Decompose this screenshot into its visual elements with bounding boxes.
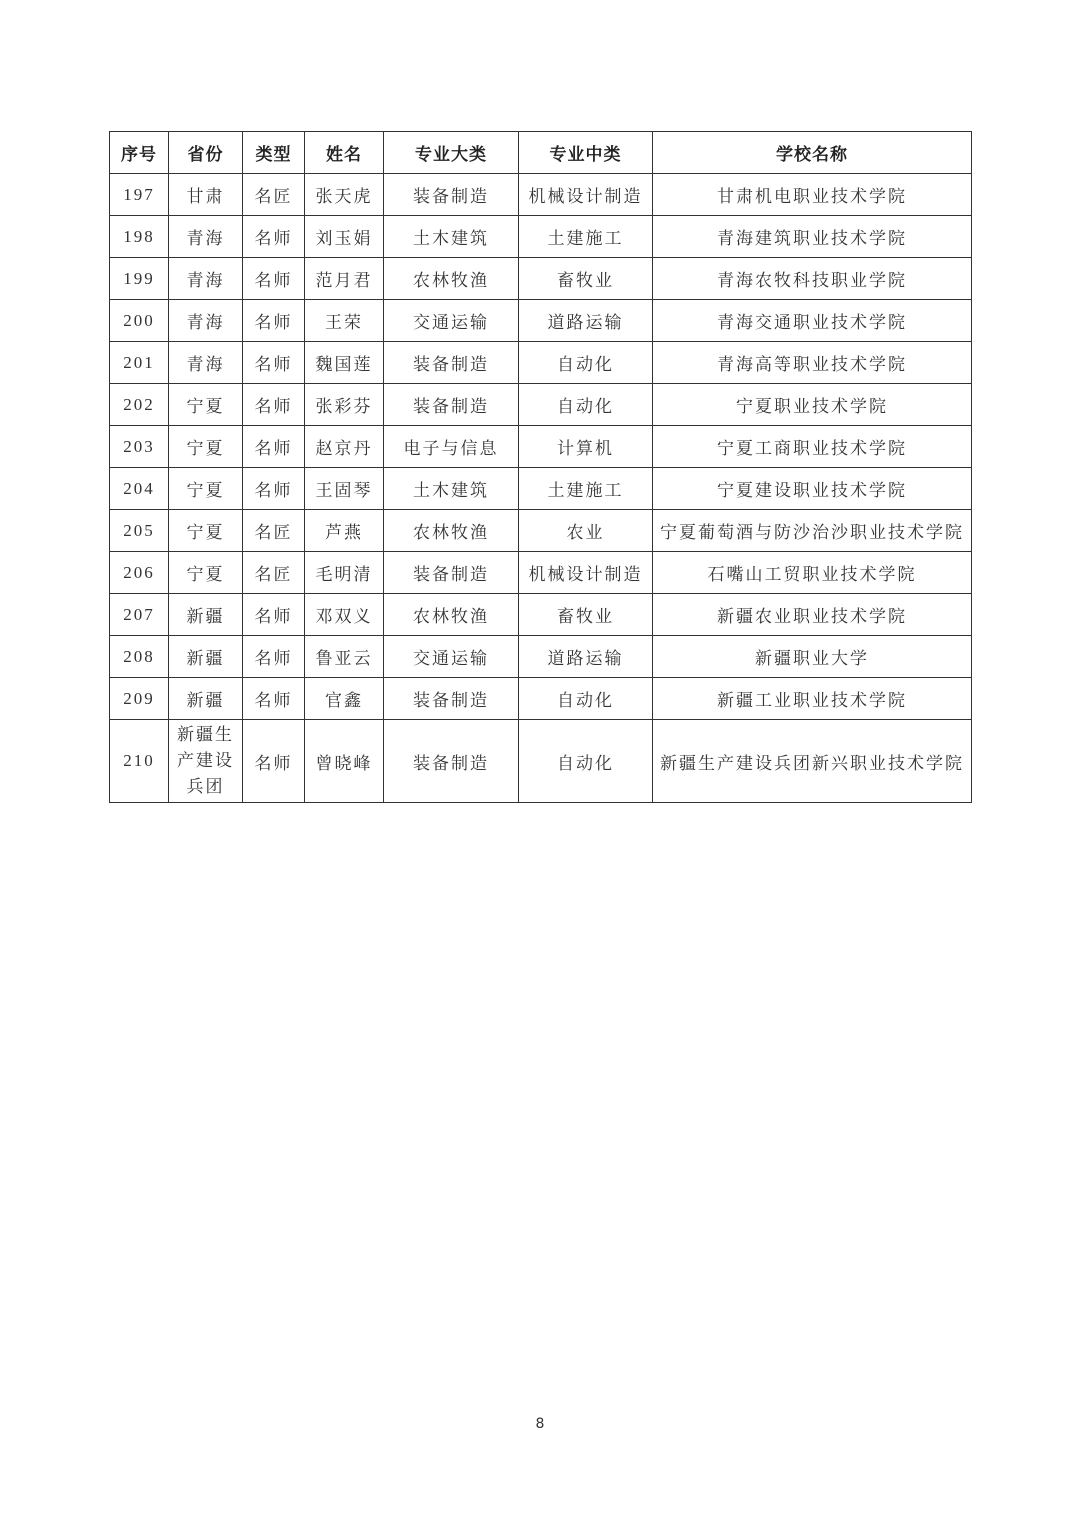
cell-name: 邓双义 — [305, 594, 384, 636]
header-no: 序号 — [110, 132, 169, 174]
cell-school: 石嘴山工贸职业技术学院 — [653, 552, 972, 594]
cell-type: 名师 — [243, 342, 305, 384]
cell-no: 197 — [110, 174, 169, 216]
table-row — [110, 594, 972, 636]
cell-no: 209 — [110, 678, 169, 720]
cell-major-category: 装备制造 — [384, 342, 519, 384]
table-row — [110, 342, 972, 384]
cell-school: 新疆生产建设兵团新兴职业技术学院 — [653, 720, 972, 803]
cell-type: 名师 — [243, 300, 305, 342]
cell-major-category: 装备制造 — [384, 720, 519, 803]
cell-province — [169, 720, 243, 803]
cell-major-subcategory: 自动化 — [519, 384, 653, 426]
cell-major-category: 装备制造 — [384, 678, 519, 720]
cell-major-subcategory: 自动化 — [519, 720, 653, 803]
cell-no: 210 — [110, 720, 169, 803]
cell-province: 新疆 — [169, 636, 243, 678]
header-row — [110, 132, 972, 174]
cell-province: 宁夏 — [169, 468, 243, 510]
cell-major-subcategory: 计算机 — [519, 426, 653, 468]
cell-name: 王荣 — [305, 300, 384, 342]
table-row — [110, 678, 972, 720]
cell-school: 宁夏建设职业技术学院 — [653, 468, 972, 510]
table-row — [110, 258, 972, 300]
table-body — [110, 174, 972, 803]
cell-province: 宁夏 — [169, 552, 243, 594]
cell-major-subcategory: 土建施工 — [519, 468, 653, 510]
cell-type: 名师 — [243, 258, 305, 300]
roster-table — [109, 131, 972, 803]
cell-major-subcategory: 道路运输 — [519, 636, 653, 678]
table-header — [110, 132, 972, 174]
cell-no: 207 — [110, 594, 169, 636]
cell-major-subcategory: 畜牧业 — [519, 594, 653, 636]
cell-no: 201 — [110, 342, 169, 384]
cell-no: 204 — [110, 468, 169, 510]
table-row — [110, 552, 972, 594]
cell-school: 新疆农业职业技术学院 — [653, 594, 972, 636]
cell-school: 新疆工业职业技术学院 — [653, 678, 972, 720]
cell-type: 名匠 — [243, 174, 305, 216]
cell-no: 200 — [110, 300, 169, 342]
cell-major-subcategory: 畜牧业 — [519, 258, 653, 300]
table-row — [110, 174, 972, 216]
cell-name: 鲁亚云 — [305, 636, 384, 678]
cell-major-category: 交通运输 — [384, 636, 519, 678]
cell-type: 名匠 — [243, 510, 305, 552]
table-row — [110, 510, 972, 552]
cell-major-subcategory: 土建施工 — [519, 216, 653, 258]
cell-type: 名匠 — [243, 552, 305, 594]
cell-school: 青海农牧科技职业学院 — [653, 258, 972, 300]
table-row — [110, 636, 972, 678]
cell-no: 206 — [110, 552, 169, 594]
cell-province: 青海 — [169, 216, 243, 258]
cell-province: 宁夏 — [169, 510, 243, 552]
cell-no: 208 — [110, 636, 169, 678]
cell-school: 青海高等职业技术学院 — [653, 342, 972, 384]
cell-school: 青海交通职业技术学院 — [653, 300, 972, 342]
cell-type: 名师 — [243, 636, 305, 678]
cell-province: 新疆 — [169, 594, 243, 636]
cell-no: 202 — [110, 384, 169, 426]
cell-no: 205 — [110, 510, 169, 552]
cell-province: 宁夏 — [169, 384, 243, 426]
cell-major-category: 装备制造 — [384, 552, 519, 594]
cell-school: 宁夏葡萄酒与防沙治沙职业技术学院 — [653, 510, 972, 552]
province-line: 产建设 — [177, 751, 234, 771]
header-type: 类型 — [243, 132, 305, 174]
cell-name: 芦燕 — [305, 510, 384, 552]
province-line: 兵团 — [186, 777, 225, 797]
header-major-subcategory: 专业中类 — [519, 132, 653, 174]
cell-province: 新疆 — [169, 678, 243, 720]
table-row — [110, 384, 972, 426]
cell-name: 魏国莲 — [305, 342, 384, 384]
cell-school: 宁夏工商职业技术学院 — [653, 426, 972, 468]
header-major-category: 专业大类 — [384, 132, 519, 174]
cell-school: 甘肃机电职业技术学院 — [653, 174, 972, 216]
cell-province: 宁夏 — [169, 426, 243, 468]
table-row — [110, 468, 972, 510]
cell-name: 官鑫 — [305, 678, 384, 720]
cell-school: 新疆职业大学 — [653, 636, 972, 678]
table-row — [110, 720, 972, 803]
cell-name: 曾晓峰 — [305, 720, 384, 803]
cell-type: 名师 — [243, 720, 305, 803]
table-row — [110, 426, 972, 468]
cell-type: 名师 — [243, 468, 305, 510]
cell-major-subcategory: 农业 — [519, 510, 653, 552]
cell-name: 赵京丹 — [305, 426, 384, 468]
page-number: 8 — [535, 1416, 545, 1432]
cell-province: 青海 — [169, 258, 243, 300]
cell-type: 名师 — [243, 216, 305, 258]
table-row — [110, 216, 972, 258]
cell-major-category: 土木建筑 — [384, 468, 519, 510]
cell-type: 名师 — [243, 678, 305, 720]
cell-name: 王固琴 — [305, 468, 384, 510]
header-school: 学校名称 — [653, 132, 972, 174]
cell-type: 名师 — [243, 594, 305, 636]
cell-name: 刘玉娟 — [305, 216, 384, 258]
cell-major-category: 交通运输 — [384, 300, 519, 342]
cell-province: 青海 — [169, 300, 243, 342]
cell-major-subcategory: 机械设计制造 — [519, 552, 653, 594]
cell-name: 毛明清 — [305, 552, 384, 594]
cell-major-subcategory: 自动化 — [519, 342, 653, 384]
cell-major-category: 农林牧渔 — [384, 510, 519, 552]
cell-province: 青海 — [169, 342, 243, 384]
cell-name: 张天虎 — [305, 174, 384, 216]
cell-major-subcategory: 道路运输 — [519, 300, 653, 342]
cell-major-category: 土木建筑 — [384, 216, 519, 258]
cell-major-category: 农林牧渔 — [384, 594, 519, 636]
cell-name: 张彩芬 — [305, 384, 384, 426]
cell-type: 名师 — [243, 384, 305, 426]
cell-school: 宁夏职业技术学院 — [653, 384, 972, 426]
cell-school: 青海建筑职业技术学院 — [653, 216, 972, 258]
header-name: 姓名 — [305, 132, 384, 174]
cell-province: 甘肃 — [169, 174, 243, 216]
table-row — [110, 300, 972, 342]
cell-major-category: 农林牧渔 — [384, 258, 519, 300]
header-province: 省份 — [169, 132, 243, 174]
cell-name: 范月君 — [305, 258, 384, 300]
cell-no: 198 — [110, 216, 169, 258]
cell-major-subcategory: 自动化 — [519, 678, 653, 720]
cell-major-subcategory: 机械设计制造 — [519, 174, 653, 216]
cell-no: 199 — [110, 258, 169, 300]
province-line: 新疆生 — [177, 725, 234, 745]
cell-major-category: 电子与信息 — [384, 426, 519, 468]
cell-no: 203 — [110, 426, 169, 468]
cell-major-category: 装备制造 — [384, 384, 519, 426]
cell-major-category: 装备制造 — [384, 174, 519, 216]
cell-type: 名师 — [243, 426, 305, 468]
